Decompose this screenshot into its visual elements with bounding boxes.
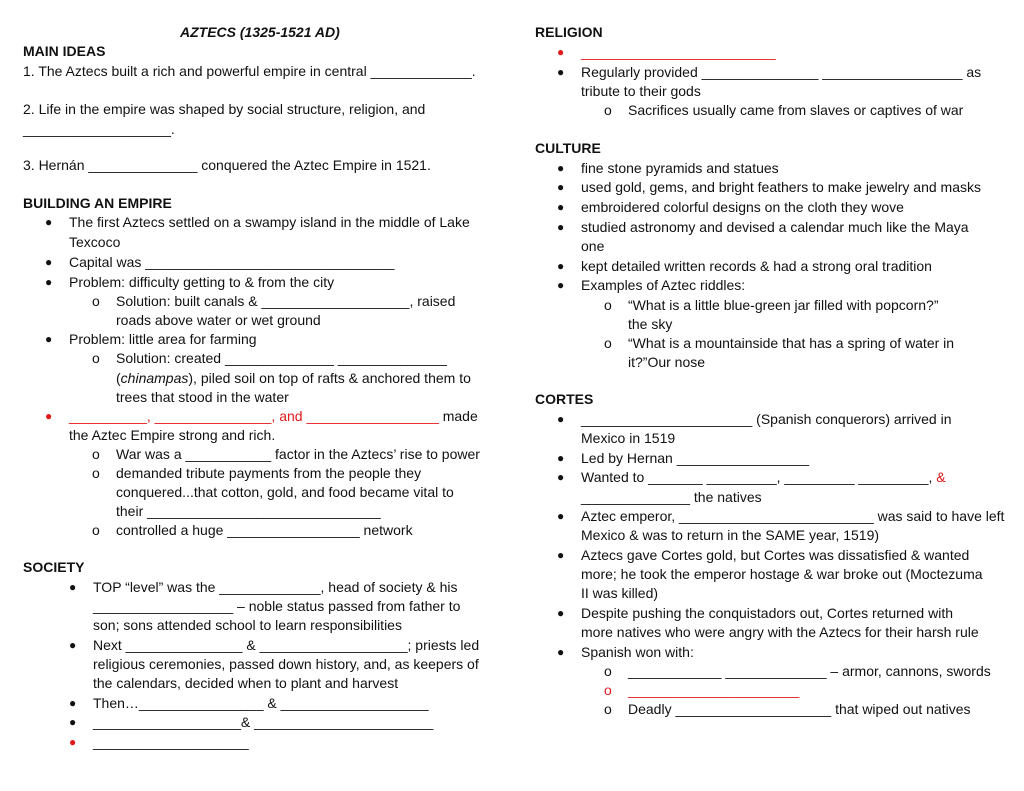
building-subitem-2: Solution: created ______________ ______________: [116, 350, 447, 366]
society-item-1: TOP “level” was the _____________, head of society & his: [93, 579, 458, 595]
bullet-icon: ●: [69, 696, 77, 710]
circle-bullet-icon: o: [92, 446, 100, 462]
building-item-3: Problem: difficulty getting to & from the city: [69, 274, 335, 290]
society-item-2: Next _______________ & ___________________; priests led: [93, 637, 480, 653]
cortes-subitem-1: ____________ _____________ – armor, cannons, swords: [628, 663, 991, 679]
circle-bullet-icon: o: [92, 522, 100, 538]
circle-bullet-icon: o: [92, 350, 100, 366]
building-item-2: Capital was ________________________________: [69, 254, 395, 270]
main-idea-2-cont: ___________________.: [23, 121, 175, 137]
cortes-item-1-cont: Mexico in 1519: [581, 430, 676, 446]
building-subitem-3: War was a ___________ factor in the Aztecs’ rise to power: [116, 446, 480, 462]
main-idea-3: 3. Hernán ______________ conquered the Aztec Empire in 1521.: [23, 157, 431, 173]
cortes-item-6-cont: more natives who were angry with the Aztecs for their harsh rule: [581, 624, 979, 640]
society-heading: SOCIETY: [23, 559, 85, 575]
chinampas-term: chinampas: [120, 370, 189, 386]
circle-bullet-icon: o: [92, 293, 100, 309]
main-idea-1: 1. The Aztecs built a rich and powerful empire in central _____________.: [23, 63, 476, 79]
culture-item-5: kept detailed written records & had a strong oral tradition: [581, 258, 932, 274]
religion-item-1: _________________________: [581, 44, 776, 60]
cortes-item-5-cont2: II was killed): [581, 585, 659, 601]
society-item-3: Then…________________ & ___________________: [93, 695, 429, 711]
bullet-icon: ●: [557, 180, 565, 194]
bullet-icon: ●: [45, 409, 53, 423]
bullet-icon: ●: [557, 412, 565, 426]
cortes-item-6: Despite pushing the conquistadors out, Cortes returned with: [581, 605, 953, 621]
bullet-icon: ●: [557, 65, 565, 79]
main-idea-2: 2. Life in the empire was shaped by social structure, religion, and: [23, 101, 426, 117]
building-item-5-cont: the Aztec Empire strong and rich.: [69, 427, 276, 443]
building-subitem-1-cont: roads above water or wet ground: [116, 312, 321, 328]
society-item-1-cont2: son; sons attended school to learn responsibilities: [93, 617, 402, 633]
cortes-heading: CORTES: [535, 391, 594, 407]
circle-bullet-icon: o: [92, 465, 100, 481]
cortes-item-2: Led by Hernan _________________: [581, 450, 810, 466]
cortes-subitem-3: Deadly ____________________ that wiped out natives: [628, 701, 971, 717]
riddle-2-answer: it?”Our nose: [628, 354, 706, 370]
building-item-1: The first Aztecs settled on a swampy island in the middle of Lake: [69, 214, 470, 230]
riddle-2: “What is a mountainside that has a spring of water in: [628, 335, 955, 351]
circle-bullet-icon: o: [604, 701, 612, 717]
society-item-5: ____________________: [93, 734, 249, 750]
society-item-2-cont2: the calendars, decided when to plant and harvest: [93, 675, 399, 691]
culture-heading: CULTURE: [535, 140, 601, 156]
building-subitem-4-cont2: their ______________________________: [116, 503, 381, 519]
cortes-item-1: ______________________ (Spanish conquerors) arrived in: [581, 411, 952, 427]
religion-heading: RELIGION: [535, 24, 603, 40]
society-item-1-cont: __________________ – noble status passed from father to: [93, 598, 461, 614]
building-subitem-2-cont2: trees that stood in the water: [116, 389, 289, 405]
cortes-item-4-cont: Mexico & was to return in the SAME year, 1519): [581, 527, 880, 543]
bullet-icon: ●: [45, 332, 53, 346]
bullet-icon: ●: [45, 275, 53, 289]
bullet-icon: ●: [557, 45, 565, 59]
cortes-item-4: Aztec emperor, _________________________ was said to have left: [581, 508, 1005, 524]
bullet-icon: ●: [557, 548, 565, 562]
bullet-icon: ●: [557, 470, 565, 484]
building-subitem-4: demanded tribute payments from the people they: [116, 465, 422, 481]
culture-item-4: studied astronomy and devised a calendar much like the Maya: [581, 219, 969, 235]
culture-item-4-cont: one: [581, 238, 605, 254]
building-heading: BUILDING AN EMPIRE: [23, 195, 172, 211]
building-subitem-1: Solution: built canals & ___________________, raised: [116, 293, 456, 309]
bullet-icon: ●: [45, 215, 53, 229]
circle-bullet-icon: o: [604, 663, 612, 679]
circle-bullet-icon: o: [604, 297, 612, 313]
culture-item-3: embroidered colorful designs on the cloth they wove: [581, 199, 904, 215]
building-item-4: Problem: little area for farming: [69, 331, 257, 347]
bullet-icon: ●: [69, 735, 77, 749]
riddle-1-answer: the sky: [628, 316, 673, 332]
page-title: AZTECS (1325-1521 AD): [180, 24, 340, 40]
culture-item-1: fine stone pyramids and statues: [581, 160, 779, 176]
bullet-icon: ●: [557, 606, 565, 620]
society-item-2-cont: religious ceremonies, passed down history, and, as keepers of: [93, 656, 479, 672]
building-item-1-cont: Texcoco: [69, 234, 121, 250]
circle-bullet-icon: o: [604, 335, 612, 351]
building-subitem-4-cont: conquered...that cotton, gold, and food became vital to: [116, 484, 454, 500]
bullet-icon: ●: [557, 220, 565, 234]
cortes-item-5-cont: more; he took the emperor hostage & war broke out (Moctezuma: [581, 566, 983, 582]
bullet-icon: ●: [557, 645, 565, 659]
bullet-icon: ●: [557, 509, 565, 523]
bullet-icon: ●: [557, 278, 565, 292]
building-subitem-2-cont: (chinampas), piled soil on top of rafts & anchored them to: [116, 370, 471, 386]
main-ideas-heading: MAIN IDEAS: [23, 43, 106, 59]
culture-item-6: Examples of Aztec riddles:: [581, 277, 746, 293]
cortes-item-5: Aztecs gave Cortes gold, but Cortes was dissatisfied & wanted: [581, 547, 970, 563]
bullet-icon: ●: [69, 638, 77, 652]
bullet-icon: ●: [557, 259, 565, 273]
society-item-4: ___________________& _______________________: [93, 714, 434, 730]
bullet-icon: ●: [69, 715, 77, 729]
religion-subitem-1: Sacrifices usually came from slaves or captives of war: [628, 102, 964, 118]
circle-bullet-icon: o: [604, 102, 612, 118]
culture-item-2: used gold, gems, and bright feathers to make jewelry and masks: [581, 179, 981, 195]
bullet-icon: ●: [69, 580, 77, 594]
cortes-item-3: Wanted to _______ _________, _________ _________, &: [581, 469, 946, 485]
circle-bullet-icon: o: [604, 682, 612, 698]
cortes-subitem-2: ______________________: [628, 682, 800, 698]
building-item-5: __________, _______________, and _________________ made: [69, 408, 478, 424]
cortes-item-7: Spanish won with:: [581, 644, 694, 660]
bullet-icon: ●: [557, 161, 565, 175]
building-subitem-5: controlled a huge _________________ network: [116, 522, 413, 538]
religion-item-2: Regularly provided _______________ __________________ as: [581, 64, 982, 80]
religion-item-2-cont: tribute to their gods: [581, 83, 701, 99]
riddle-1: “What is a little blue-green jar filled with popcorn?”: [628, 297, 939, 313]
bullet-icon: ●: [557, 200, 565, 214]
cortes-item-3-cont: ______________ the natives: [581, 489, 762, 505]
bullet-icon: ●: [557, 451, 565, 465]
bullet-icon: ●: [45, 255, 53, 269]
